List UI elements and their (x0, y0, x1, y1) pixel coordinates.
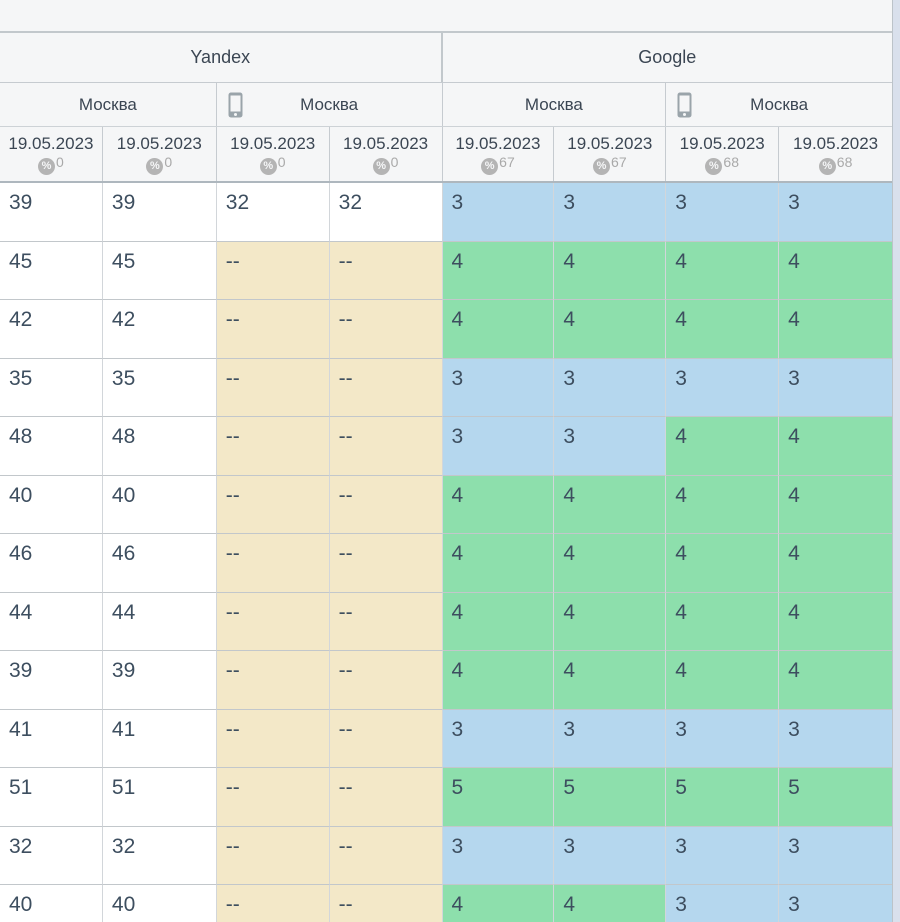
date-label: 19.05.2023 (116, 133, 202, 153)
table-row (0, 651, 892, 710)
percent-badge (38, 155, 64, 175)
position-cell[interactable]: 4 (666, 476, 779, 535)
position-cell[interactable]: 3 (554, 183, 666, 242)
position-cell[interactable]: 5 (666, 768, 779, 827)
position-cell[interactable]: 4 (443, 300, 555, 359)
position-cell[interactable]: 4 (779, 476, 892, 535)
position-cell[interactable]: 5 (554, 768, 666, 827)
position-cell[interactable]: 41 (0, 710, 103, 769)
group-label: Yandex (190, 47, 251, 67)
position-cell[interactable]: -- (330, 827, 443, 886)
date-column-header[interactable] (779, 127, 892, 181)
position-cell[interactable]: -- (217, 300, 330, 359)
position-cell[interactable]: -- (330, 476, 443, 535)
date-label: 19.05.2023 (679, 133, 765, 153)
position-cell[interactable]: 46 (0, 534, 103, 593)
position-cell[interactable]: -- (217, 885, 330, 922)
position-cell[interactable]: 39 (0, 183, 103, 242)
position-cell[interactable]: -- (330, 710, 443, 769)
position-cell[interactable]: 40 (103, 885, 217, 922)
position-cell[interactable]: 39 (103, 183, 217, 242)
position-cell[interactable]: 40 (103, 476, 217, 535)
position-cell[interactable]: -- (217, 710, 330, 769)
table-row (0, 300, 892, 359)
position-cell[interactable]: -- (217, 242, 330, 301)
table-row (0, 827, 892, 886)
group-header-google (443, 33, 893, 82)
position-cell[interactable]: 3 (779, 885, 892, 922)
date-label: 19.05.2023 (567, 133, 653, 153)
position-cell[interactable]: 3 (443, 183, 555, 242)
position-cell[interactable]: 35 (103, 359, 217, 418)
position-cell[interactable]: -- (217, 593, 330, 652)
position-cell[interactable]: 51 (103, 768, 217, 827)
position-cell[interactable]: 3 (443, 827, 555, 886)
position-cell[interactable]: 3 (554, 827, 666, 886)
date-column-header[interactable] (554, 127, 666, 181)
position-cell[interactable]: 4 (666, 534, 779, 593)
position-cell[interactable]: 51 (0, 768, 103, 827)
position-cell[interactable]: 4 (554, 885, 666, 922)
date-label: 19.05.2023 (455, 133, 541, 153)
mobile-phone-icon (228, 92, 243, 118)
position-cell[interactable]: 4 (779, 593, 892, 652)
position-cell[interactable]: 3 (554, 359, 666, 418)
position-cell[interactable]: 3 (443, 710, 555, 769)
position-cell[interactable]: 39 (0, 651, 103, 710)
table-row (0, 710, 892, 769)
position-cell[interactable]: 4 (666, 242, 779, 301)
position-cell[interactable]: -- (330, 885, 443, 922)
position-cell[interactable]: 3 (779, 710, 892, 769)
mobile-phone-icon (677, 92, 692, 118)
position-cell[interactable]: 4 (554, 593, 666, 652)
position-cell[interactable]: 42 (103, 300, 217, 359)
percent-icon: % (819, 158, 836, 175)
position-cell[interactable]: 4 (666, 651, 779, 710)
table-row (0, 885, 892, 922)
position-cell[interactable]: 4 (779, 300, 892, 359)
position-cell[interactable]: 3 (443, 359, 555, 418)
position-cell[interactable]: 3 (554, 710, 666, 769)
date-column-header[interactable] (443, 127, 555, 181)
table-row (0, 417, 892, 476)
position-cell[interactable]: 35 (0, 359, 103, 418)
position-cell[interactable]: -- (330, 768, 443, 827)
date-column-header[interactable] (666, 127, 779, 181)
position-cell[interactable]: 42 (0, 300, 103, 359)
position-cell[interactable]: -- (217, 651, 330, 710)
position-cell[interactable]: -- (330, 300, 443, 359)
position-cell[interactable]: 3 (779, 827, 892, 886)
position-cell[interactable]: 4 (554, 651, 666, 710)
position-cell[interactable]: -- (330, 359, 443, 418)
position-cell[interactable]: 45 (103, 242, 217, 301)
position-cell[interactable]: 32 (0, 827, 103, 886)
date-label: 19.05.2023 (8, 133, 94, 153)
position-cell[interactable]: 4 (554, 300, 666, 359)
percent-badge (146, 155, 172, 175)
table-row (0, 593, 892, 652)
position-cell[interactable]: 4 (443, 242, 555, 301)
position-cell[interactable]: 3 (443, 417, 555, 476)
group-header-yandex (0, 33, 443, 82)
position-cell[interactable]: -- (217, 417, 330, 476)
region-header (217, 83, 443, 126)
position-cell[interactable]: -- (217, 476, 330, 535)
date-column-header[interactable] (0, 127, 103, 181)
position-cell[interactable]: -- (217, 768, 330, 827)
position-cell[interactable]: 32 (217, 183, 330, 242)
position-cell[interactable]: 4 (443, 885, 555, 922)
percent-icon: % (373, 158, 390, 175)
position-cell[interactable]: 3 (666, 827, 779, 886)
position-cell[interactable]: -- (217, 827, 330, 886)
position-cell[interactable]: 4 (779, 417, 892, 476)
region-label: Москва (750, 94, 809, 114)
percent-value: 68 (723, 153, 739, 170)
table-row (0, 534, 892, 593)
position-cell[interactable]: 44 (0, 593, 103, 652)
table-top-strip (0, 0, 892, 33)
percent-icon: % (146, 158, 163, 175)
date-header-row (0, 127, 892, 183)
position-cell[interactable]: -- (330, 534, 443, 593)
position-cell[interactable]: 5 (443, 768, 555, 827)
position-cell[interactable]: 4 (554, 476, 666, 535)
percent-value: 67 (499, 153, 515, 170)
position-cell[interactable]: 40 (0, 885, 103, 922)
percent-value: 0 (56, 153, 64, 170)
position-cell[interactable]: 3 (666, 885, 779, 922)
position-cell[interactable]: 32 (103, 827, 217, 886)
region-header-row (0, 83, 892, 127)
table-row (0, 476, 892, 535)
position-cell[interactable]: 4 (443, 476, 555, 535)
position-cell[interactable]: 39 (103, 651, 217, 710)
date-label: 19.05.2023 (793, 133, 879, 153)
position-cell[interactable]: 4 (779, 242, 892, 301)
percent-value: 0 (390, 153, 399, 170)
table-body (0, 183, 892, 922)
position-cell[interactable]: 5 (779, 768, 892, 827)
percent-badge (705, 155, 739, 175)
position-cell[interactable]: 4 (443, 651, 555, 710)
position-cell[interactable]: 4 (779, 651, 892, 710)
region-header (443, 83, 667, 126)
position-cell[interactable]: 40 (0, 476, 103, 535)
position-cell[interactable]: -- (330, 417, 443, 476)
date-column-header[interactable] (217, 127, 330, 181)
percent-icon: % (260, 158, 277, 175)
position-cell[interactable]: 4 (666, 300, 779, 359)
position-cell[interactable]: 41 (103, 710, 217, 769)
position-cell[interactable]: 32 (330, 183, 443, 242)
position-cell[interactable]: 3 (666, 359, 779, 418)
date-label: 19.05.2023 (230, 133, 316, 153)
position-cell[interactable]: 3 (666, 183, 779, 242)
percent-badge (593, 155, 627, 175)
percent-badge (260, 155, 286, 175)
table-row (0, 768, 892, 827)
position-cell[interactable]: 4 (443, 593, 555, 652)
position-cell[interactable]: 46 (103, 534, 217, 593)
table-row (0, 359, 892, 418)
percent-icon: % (593, 158, 610, 175)
position-cell[interactable]: 3 (554, 417, 666, 476)
position-cell[interactable]: 4 (443, 534, 555, 593)
position-cell[interactable]: 3 (779, 183, 892, 242)
position-cell[interactable]: 44 (103, 593, 217, 652)
percent-badge (481, 155, 515, 175)
position-cell[interactable]: 48 (103, 417, 217, 476)
table-row (0, 183, 892, 242)
percent-badge (819, 155, 853, 175)
position-cell[interactable]: 4 (554, 534, 666, 593)
position-cell[interactable]: 45 (0, 242, 103, 301)
percent-badge (373, 155, 399, 175)
date-column-header[interactable] (103, 127, 217, 181)
percent-value: 67 (611, 153, 627, 170)
percent-icon: % (705, 158, 722, 175)
position-cell[interactable]: 48 (0, 417, 103, 476)
date-column-header[interactable] (330, 127, 443, 181)
region-header (666, 83, 892, 126)
position-cell[interactable]: 4 (554, 242, 666, 301)
position-cell[interactable]: -- (330, 593, 443, 652)
percent-value: 68 (836, 153, 853, 170)
region-label: Москва (524, 94, 583, 114)
percent-icon: % (481, 158, 498, 175)
date-label: 19.05.2023 (343, 133, 429, 153)
position-cell[interactable]: 3 (666, 710, 779, 769)
position-cell[interactable]: -- (217, 359, 330, 418)
position-cell[interactable]: -- (330, 651, 443, 710)
group-label: Google (638, 47, 697, 67)
position-cell[interactable]: 4 (666, 593, 779, 652)
percent-value: 0 (164, 153, 173, 170)
position-cell[interactable]: -- (330, 242, 443, 301)
percent-value: 0 (277, 153, 286, 170)
percent-icon: % (38, 158, 55, 175)
region-header (0, 83, 217, 126)
position-cell[interactable]: -- (217, 534, 330, 593)
position-cell[interactable]: 3 (779, 359, 892, 418)
region-label: Москва (300, 94, 359, 114)
search-engine-group-row (0, 33, 892, 83)
position-cell[interactable]: 4 (779, 534, 892, 593)
position-cell[interactable]: 4 (666, 417, 779, 476)
region-label: Москва (78, 94, 137, 114)
table-row (0, 242, 892, 301)
